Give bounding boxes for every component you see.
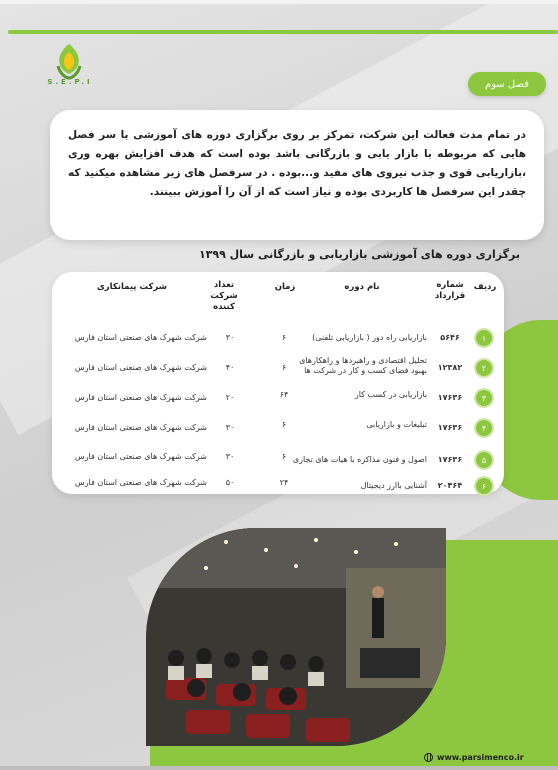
table-row bbox=[52, 410, 504, 440]
courses-table bbox=[52, 272, 504, 494]
contract-cell: ۱۷۶۳۶ bbox=[437, 423, 463, 432]
header-participants: تعداد شرکت کننده bbox=[210, 280, 238, 312]
table-row bbox=[52, 324, 504, 354]
company-cell: شرکت شهرک های صنعتی استان فارس bbox=[74, 393, 207, 402]
course-cell: اصول و فنون مذاکره با هیات های تجاری bbox=[292, 455, 427, 464]
company-cell: شرکت شهرک های صنعتی استان فارس bbox=[74, 452, 207, 461]
table-title: برگزاری دوره های آموزشی بازاریابی و بازرگانی سال ۱۳۹۹ bbox=[198, 248, 520, 261]
time-cell: ۶ bbox=[281, 333, 287, 342]
header-contractor: شرکت پیمانکاری bbox=[96, 282, 168, 292]
globe-icon bbox=[424, 753, 433, 762]
count-cell: ۳۰ bbox=[225, 333, 235, 342]
contract-cell: ۵۶۴۶ bbox=[440, 333, 460, 342]
count-cell: ۳۰ bbox=[225, 423, 235, 432]
contract-cell: ۲۰۴۶۴ bbox=[437, 481, 463, 490]
course-cell: تبلیغات و بازاریابی bbox=[366, 420, 427, 429]
top-border bbox=[0, 0, 558, 4]
row-number-badge: ۶ bbox=[476, 478, 492, 494]
seminar-photo-illustration bbox=[146, 528, 446, 746]
website-link[interactable] bbox=[424, 753, 524, 762]
header-time: زمان bbox=[274, 282, 296, 292]
website-text[interactable]: www.parsimenco.ir bbox=[437, 753, 524, 762]
time-cell: ۶ bbox=[281, 420, 287, 429]
company-cell: شرکت شهرک های صنعتی استان فارس bbox=[74, 333, 207, 342]
course-cell: تحلیل اقتصادی و راهبردها و راهکارهای بهبود فضای کسب و کار در شرکت ها bbox=[299, 356, 427, 375]
time-cell: ۶۴ bbox=[279, 390, 289, 399]
intro-paragraph: در تمام مدت فعالت این شرکت، تمرکز بر روی برگزاری دوره های آموزشی با سر فصل هایی که مربوطه با بازار یابی و بازرگانی باشد بوده است که هدف افزایش بهره وری ،بازاریابی قوی و جذب نیروی های مفید و...بوده . در سرفصل های زیر مشاهده میکنید که چقدر این سرفصل ها کاربردی بوده و نیاز است که از آن را آموزش ببینند. bbox=[68, 129, 526, 198]
table-row bbox=[52, 468, 504, 498]
count-cell: ۵۰ bbox=[225, 478, 235, 487]
count-cell: ۴۰ bbox=[225, 363, 235, 372]
contract-cell: ۱۲۳۸۲ bbox=[437, 363, 463, 372]
count-cell: ۳۰ bbox=[225, 452, 235, 461]
time-cell: ۶ bbox=[281, 452, 287, 461]
course-cell: بازاریابی در کسب کار bbox=[354, 390, 427, 399]
header-contract-number: شماره قرارداد bbox=[434, 280, 466, 301]
top-green-bar bbox=[8, 30, 558, 34]
table-row bbox=[52, 380, 504, 410]
company-cell: شرکت شهرک های صنعتی استان فارس bbox=[74, 423, 207, 432]
row-number-badge: ۱ bbox=[476, 330, 492, 346]
count-cell: ۲۰ bbox=[225, 393, 235, 402]
footer-line bbox=[0, 766, 558, 770]
contract-cell: ۱۷۶۳۶ bbox=[437, 393, 463, 402]
row-number-badge: ۴ bbox=[476, 420, 492, 436]
intro-card bbox=[50, 110, 544, 240]
table-row bbox=[52, 352, 504, 382]
company-cell: شرکت شهرک های صنعتی استان فارس bbox=[74, 363, 207, 372]
seminar-photo bbox=[146, 528, 446, 746]
row-number-badge: ۲ bbox=[476, 360, 492, 376]
header-row-number: ردیف bbox=[473, 282, 497, 292]
header-course-name: نام دوره bbox=[344, 282, 380, 292]
time-cell: ۲۴ bbox=[279, 478, 289, 487]
chapter-tab: فصل سوم bbox=[468, 72, 546, 96]
row-number-badge: ۵ bbox=[476, 452, 492, 468]
table-row bbox=[52, 440, 504, 470]
row-number-badge: ۳ bbox=[476, 390, 492, 406]
company-cell: شرکت شهرک های صنعتی استان فارس bbox=[74, 478, 207, 487]
time-cell: ۶ bbox=[281, 363, 287, 372]
course-cell: بازاریابی راه دور ( بازاریابی تلفنی) bbox=[312, 333, 427, 342]
course-cell: آشنایی باارز دیجیتال bbox=[360, 481, 427, 490]
logo-text: S.E.P.I bbox=[47, 78, 93, 86]
contract-cell: ۱۷۶۳۶ bbox=[437, 455, 463, 464]
